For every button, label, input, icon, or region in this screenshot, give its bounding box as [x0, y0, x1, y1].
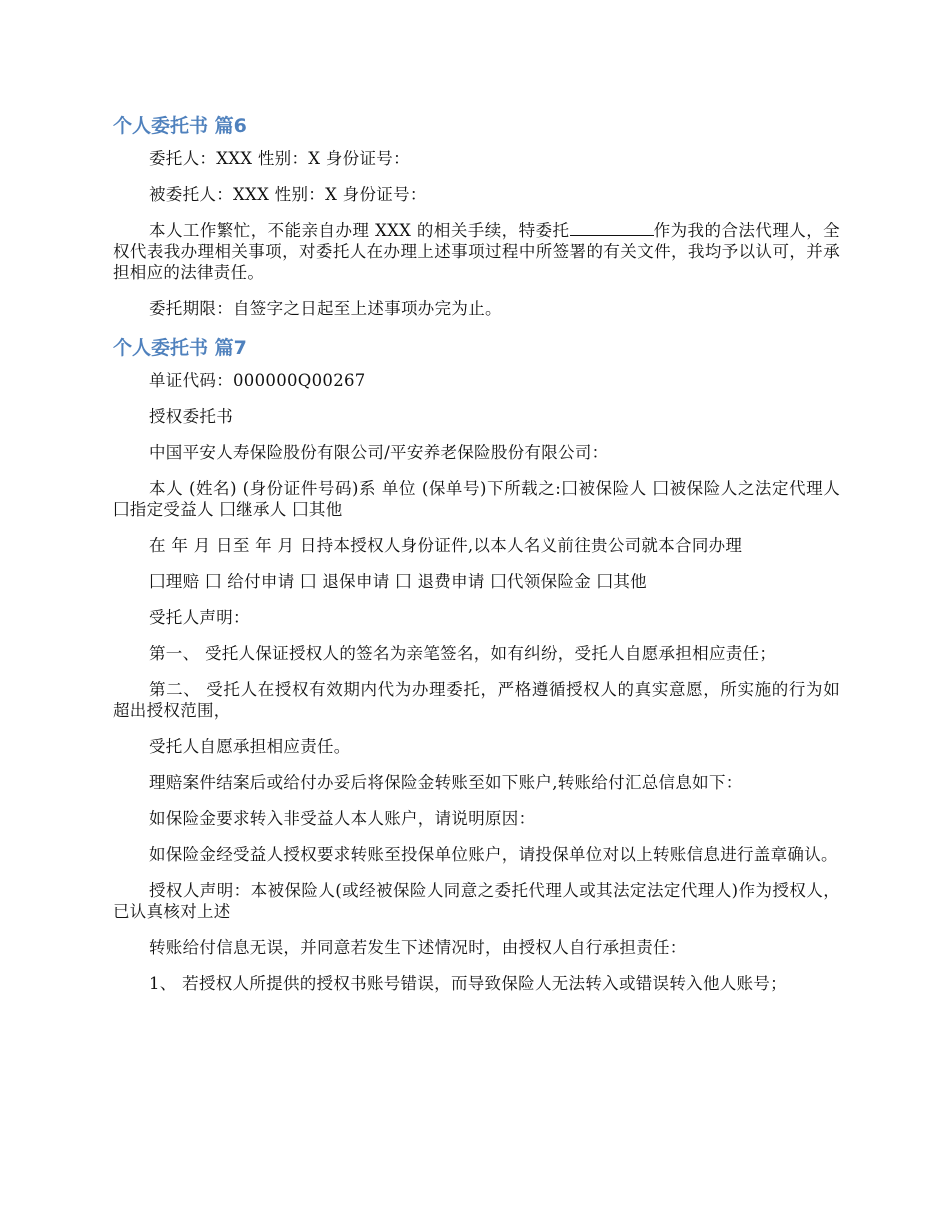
document-code: 单证代码：000000Q00267: [149, 371, 366, 390]
authorization-text-start: 本人工作繁忙，不能亲自办理 XXX 的相关手续，特委托: [149, 221, 570, 240]
authorization-text-end: 作为我的合法代理人，全权代表我办理相关事项，对委托人在办理上述事项过程中所签署的有关文件，我均予以认可，并承担相应的法律责任。: [113, 221, 840, 282]
declaration-item-2: 第二、 受托人在授权有效期内代为办理委托，严格遵循授权人的真实意愿，所实施的行为如超出授权范围，: [113, 680, 840, 720]
period-paragraph: 在 年 月 日至 年 月 日持本授权人身份证件,以本人名义前往贵公司就本合同办理: [149, 536, 743, 555]
section-7-heading: 个人委托书 篇7: [113, 337, 247, 359]
agent-name-blank: [570, 221, 654, 236]
authorization-paragraph: [113, 220, 840, 283]
liability-item-1: 1、 若授权人所提供的授权书账号错误，而导致保险人无法转入或错误转入他人账号；: [149, 974, 787, 993]
transfer-paragraph: 理赔案件结案后或给付办妥后将保险金转账至如下账户,转账给付汇总信息如下：: [149, 773, 743, 792]
grantor-declaration: 授权人声明：本被保险人(或经被保险人同意之委托代理人或其法定法定代理人)作为授权人，已认真核对上述: [113, 881, 840, 921]
principal-line: 委托人：XXX 性别：X 身份证号：: [149, 149, 410, 168]
document-title: 授权委托书: [149, 407, 233, 426]
trustee-declaration-label: 受托人声明：: [149, 608, 250, 627]
non-beneficiary-paragraph: 如保险金要求转入非受益人本人账户，请说明原因：: [149, 809, 536, 828]
agent-line: 被委托人：XXX 性别：X 身份证号：: [149, 185, 427, 204]
declaration-item-2-end: 受托人自愿承担相应责任。: [149, 737, 351, 756]
section-6-heading: 个人委托书 篇6: [113, 115, 247, 137]
employer-account-paragraph: 如保险金经受益人授权要求转账至投保单位账户，请投保单位对以上转账信息进行盖章确认。: [149, 845, 838, 864]
grantor-declaration-continued: 转账给付信息无误，并同意若发生下述情况时，由授权人自行承担责任：: [149, 938, 687, 957]
addressee: 中国平安人寿保险股份有限公司/平安养老保险股份有限公司：: [149, 443, 609, 462]
term-line: 委托期限：自签字之日起至上述事项办完为止。: [149, 299, 502, 318]
identity-paragraph: 本人 (姓名) (身份证件号码)系 单位 (保单号)下所载之:囗被保险人 囗被保险人之法定代理人 囗指定受益人 囗继承人 囗其他: [113, 479, 840, 519]
service-options: 囗理赔 囗 给付申请 囗 退保申请 囗 退费申请 囗代领保险金 囗其他: [149, 572, 647, 591]
declaration-item-1: 第一、 受托人保证授权人的签名为亲笔签名，如有纠纷，受托人自愿承担相应责任；: [149, 644, 777, 663]
